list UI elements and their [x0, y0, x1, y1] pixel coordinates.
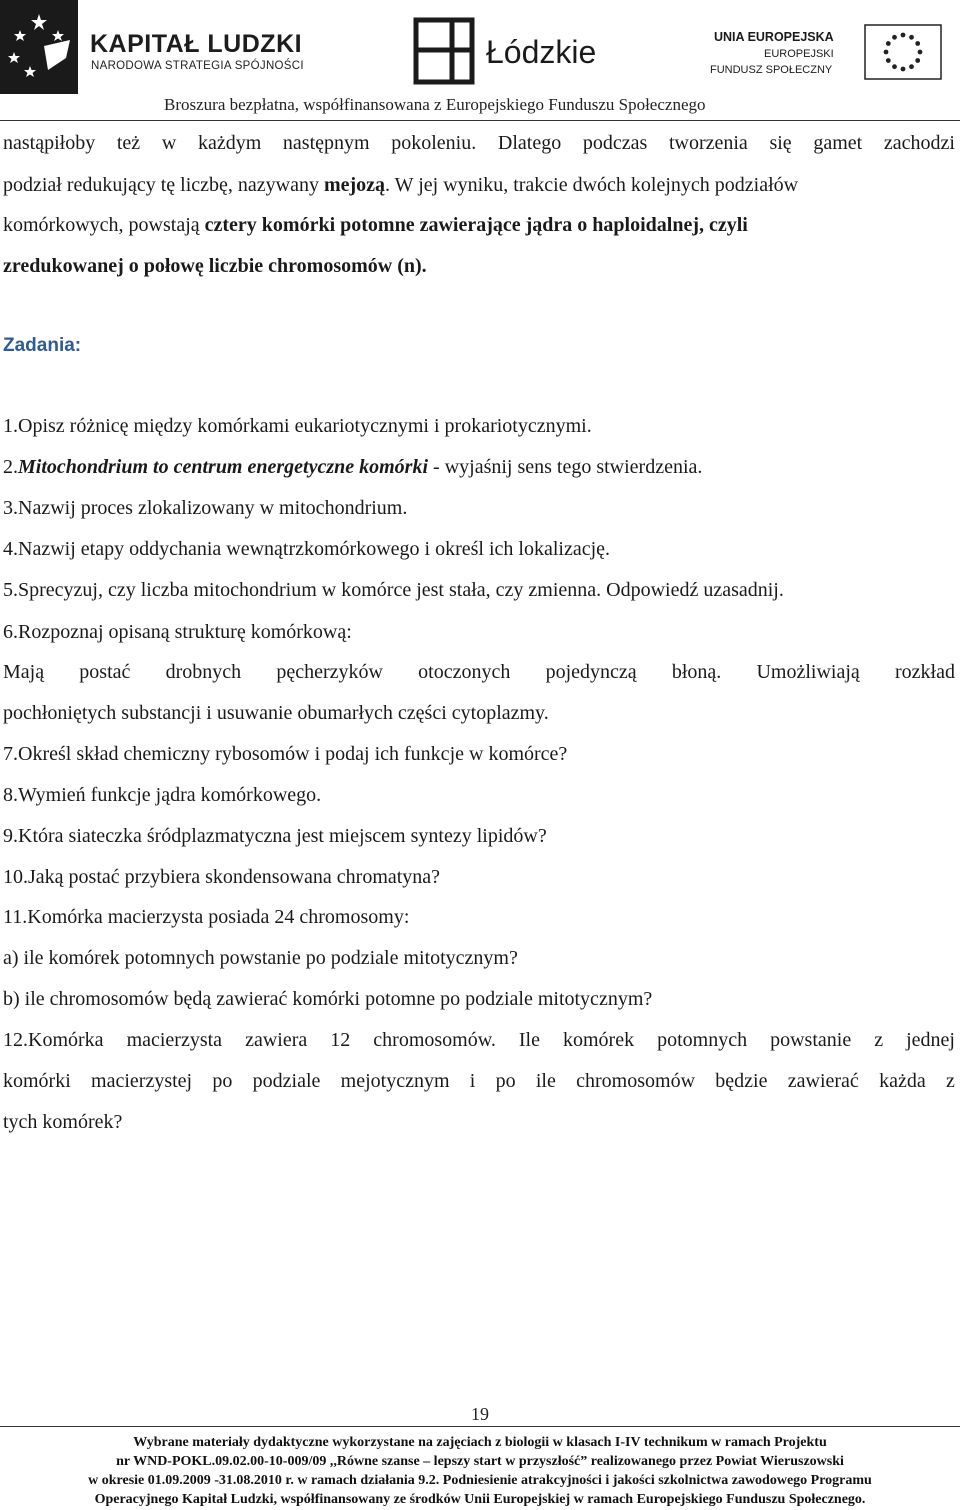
task-9: 9.Która siateczka śródplazmatyczna jest miejscem syntezy lipidów?	[3, 825, 547, 847]
word: zawiera	[245, 1029, 308, 1051]
word: Mają	[3, 661, 45, 683]
task-10: 10.Jaką postać przybiera skondensowana chromatyna?	[3, 866, 441, 888]
eu-subtitle-1: EUROPEJSKI	[764, 48, 834, 60]
word: mejotycznym	[340, 1070, 450, 1092]
word: będzie	[715, 1070, 768, 1092]
intro-line-1	[3, 131, 955, 155]
task-8: 8.Wymień funkcje jądra komórkowego.	[3, 784, 322, 806]
text-run: - wyjaśnij sens tego stwierdzenia.	[428, 456, 703, 478]
word: powstanie	[770, 1029, 852, 1051]
word: gamet	[813, 132, 863, 154]
word: zawierać	[787, 1070, 859, 1092]
word: po	[212, 1070, 233, 1092]
tasks-heading: Zadania:	[3, 335, 82, 356]
task-12-line-3: tych komórek?	[3, 1111, 123, 1133]
page-footer	[0, 1433, 960, 1509]
word: każda	[879, 1070, 926, 1092]
word: podziale	[252, 1070, 321, 1092]
lodzkie-logo	[412, 16, 612, 88]
footer-line-3: w okresie 01.09.2009 -31.08.2010 r. w ramach działania 9.2. Podniesienie atrakcyjności i jakości szkolnictwa zawodowego Programu	[88, 1473, 872, 1488]
bold-italic-text: Mitochondrium to centrum energetyczne komórki	[18, 456, 429, 478]
task-11b: b) ile chromosomów będą zawierać komórki potomne po podziale mitotycznym?	[3, 988, 653, 1010]
word: po	[495, 1070, 516, 1092]
task-4: 4.Nazwij etapy oddychania wewnątrzkomórkowego i określ ich lokalizację.	[3, 538, 611, 560]
task-11a: a) ile komórek potomnych powstanie po podziale mitotycznym?	[3, 947, 518, 969]
word: komórek	[562, 1029, 635, 1051]
word: pęcherzyków	[276, 661, 383, 683]
task-number: 2.	[3, 456, 18, 478]
task-6: 6.Rozpoznaj opisaną strukturę komórkową:	[3, 621, 352, 643]
page-number: 19	[471, 1404, 489, 1424]
task-6-description-1	[3, 660, 955, 684]
word: postać	[79, 661, 131, 683]
word: się	[769, 132, 792, 154]
footer-line-1: Wybrane materiały dydaktyczne wykorzystane na zajęciach z biologii w klasach I-IV technikum w ramach Projektu	[133, 1435, 827, 1450]
word: z	[945, 1070, 955, 1092]
text-run: . W jej wyniku, trakcie dwóch kolejnych podziałów	[385, 174, 799, 196]
eu-flag-icon	[864, 24, 942, 80]
word: nastąpiłoby	[3, 132, 96, 154]
task-1: 1.Opisz różnicę między komórkami eukariotycznymi i prokariotycznymi.	[3, 415, 592, 437]
task-2	[3, 455, 702, 479]
eu-subtitle-2: FUNDUSZ SPOŁECZNY	[710, 64, 833, 76]
footer-line-4: Operacyjnego Kapitał Ludzki, współfinansowany ze środków Unii Europejskiej w ramach Europejskiego Funduszu Społecznego.	[94, 1492, 866, 1507]
eu-title: UNIA EUROPEJSKA	[714, 30, 834, 44]
word: każdym	[197, 132, 262, 154]
intro-line-3	[3, 213, 748, 237]
word: następnym	[282, 132, 370, 154]
word: drobnych	[165, 661, 242, 683]
kapital-ludzki-flag-icon	[0, 0, 78, 94]
word: otoczonych	[418, 661, 511, 683]
word: Ile	[518, 1029, 540, 1051]
task-11: 11.Komórka macierzysta posiada 24 chromosomy:	[3, 906, 410, 928]
kapital-ludzki-subtitle: NARODOWA STRATEGIA SPÓJNOŚCI	[91, 60, 304, 72]
word: rozkład	[895, 661, 955, 683]
word: komórki	[3, 1070, 71, 1092]
footer-divider	[0, 1426, 960, 1427]
word: w	[161, 132, 177, 154]
word: też	[116, 132, 141, 154]
intro-line-4: zredukowanej o połowę liczbie chromosomów (n).	[3, 255, 427, 277]
task-12-line-1	[3, 1028, 955, 1052]
task-7: 7.Określ skład chemiczny rybosomów i podaj ich funkcje w komórce?	[3, 743, 568, 765]
task-12-line-2	[3, 1069, 955, 1093]
word: chromosomów.	[373, 1029, 496, 1051]
word: z	[874, 1029, 884, 1051]
word: potomnych	[657, 1029, 748, 1051]
kapital-ludzki-title: KAPITAŁ LUDZKI	[90, 30, 303, 58]
lodzkie-emblem-icon	[412, 16, 476, 86]
task-3: 3.Nazwij proces zlokalizowany w mitochondrium.	[3, 497, 408, 519]
intro-line-2	[3, 173, 798, 197]
word: macierzysta	[126, 1029, 223, 1051]
word: chromosomów	[576, 1070, 696, 1092]
word: błoną.	[671, 661, 722, 683]
word: macierzystej	[91, 1070, 193, 1092]
word: ile	[535, 1070, 556, 1092]
word: Dlatego	[497, 132, 562, 154]
word: podczas	[582, 132, 648, 154]
word: 12	[330, 1029, 351, 1051]
kapital-ludzki-logo	[0, 0, 320, 94]
word: pokoleniu.	[391, 132, 477, 154]
eu-logo	[708, 22, 944, 84]
footer-line-2: nr WND-POKL.09.02.00-10-009/09 ,,Równe szanse – lepszy start w przyszłość” realizowanego przez Powiat Wieruszowski	[116, 1454, 844, 1469]
bold-term-meioza: mejozą	[323, 174, 386, 196]
text-run: podział redukujący tę liczbę, nazywany	[3, 174, 324, 196]
word: Umożliwiają	[756, 661, 860, 683]
word: i	[469, 1070, 476, 1092]
task-5: 5.Sprecyzuj, czy liczba mitochondrium w komórce jest stała, czy zmienna. Odpowiedź uzasadnij.	[3, 579, 784, 601]
word: 12.Komórka	[3, 1029, 104, 1051]
bold-text-run: cztery komórki potomne zawierające jądra o haploidalnej, czyli	[204, 214, 748, 236]
word: pojedynczą	[545, 661, 637, 683]
header-caption: Broszura bezpłatna, współfinansowana z Europejskiego Funduszu Społecznego	[164, 95, 706, 114]
text-run: komórkowych, powstają	[3, 214, 205, 236]
word: zachodzi	[883, 132, 955, 154]
task-6-description-2: pochłoniętych substancji i usuwanie obumarłych części cytoplazmy.	[3, 702, 549, 724]
lodzkie-title: Łódzkie	[486, 34, 597, 70]
word: tworzenia	[668, 132, 748, 154]
header-divider	[0, 120, 960, 121]
word: jednej	[906, 1029, 955, 1051]
page-header	[0, 0, 960, 124]
